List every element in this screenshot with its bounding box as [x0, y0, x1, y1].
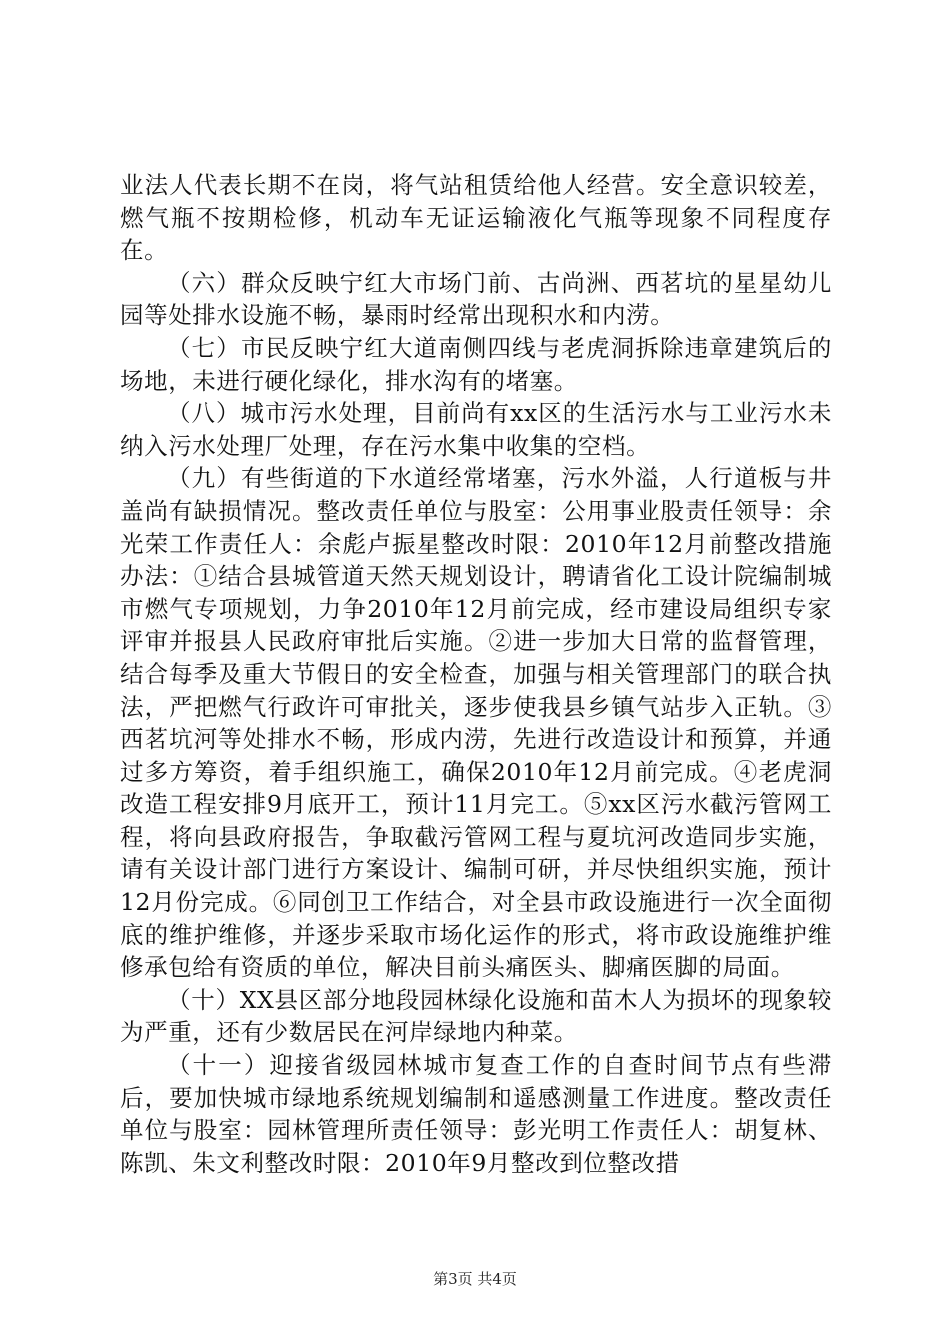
paragraph-item-9: （九）有些街道的下水道经常堵塞，污水外溢，人行道板与井盖尚有缺损情况。整改责任单位与股室：公用事业股责任领导：余光荣工作责任人：余彪卢振星整改时限：2010年12月前整改措施办法：①结合县城管道天然天规划设计，聘请省化工设计院编制城市燃气专项规划，力争2010年12月前完成，经市建设局组织专家评审并报县人民政府审批后实施。②进一步加大日常的监督管理，结合每季及重大节假日的安全检查，加强与相关管理部门的联合执法，严把燃气行政许可审批关，逐步使我县乡镇气站步入正轨。③西茗坑河等处排水不畅，形成内涝，先进行改造设计和预算，并通过多方筹资，着手组织施工，确保2010年12月前完成。④老虎洞改造工程安排9月底开工，预计11月完工。⑤xx区污水截污管网工程，将向县政府报告，争取截污管网工程与夏坑河改造同步实施，请有关设计部门进行方案设计、编制可研，并尽快组织实施，预计12月份完成。⑥同创卫工作结合，对全县市政设施进行一次全面彻底的维护维修，并逐步采取市场化运作的形式，将市政设施维护维修承包给有资质的单位，解决目前头痛医头、脚痛医脚的局面。: [120, 464, 832, 982]
paragraph-item-7: （七）市民反映宁红大道南侧四线与老虎洞拆除违章建筑后的场地，未进行硬化绿化，排水沟有的堵塞。: [120, 333, 832, 395]
paragraph-item-11: （十一）迎接省级园林城市复查工作的自查时间节点有些滞后，要加快城市绿地系统规划编制和遥感测量工作进度。整改责任单位与股室：园林管理所责任领导：彭光明工作责任人：胡复林、陈凯、朱文利整改时限：2010年9月整改到位整改措: [120, 1051, 832, 1177]
paragraph-item-6: （六）群众反映宁红大市场门前、古尚洲、西茗坑的星星幼儿园等处排水设施不畅，暴雨时经常出现积水和内涝。: [120, 268, 832, 330]
paragraph-continuation: 业法人代表长期不在岗，将气站租赁给他人经营。安全意识较差，燃气瓶不按期检修，机动车无证运输液化气瓶等现象不同程度存在。: [120, 171, 832, 265]
page-number: 第3页 共4页: [433, 1270, 517, 1288]
paragraph-item-8: （八）城市污水处理，目前尚有xx区的生活污水与工业污水未纳入污水处理厂处理，存在污水集中收集的空档。: [120, 399, 832, 460]
document-body: [120, 169, 832, 1179]
paragraph-item-10: （十）XX县区部分地段园林绿化设施和苗木人为损坏的现象较为严重，还有少数居民在河岸绿地内种菜。: [120, 985, 832, 1047]
page-footer: [0, 1268, 950, 1289]
